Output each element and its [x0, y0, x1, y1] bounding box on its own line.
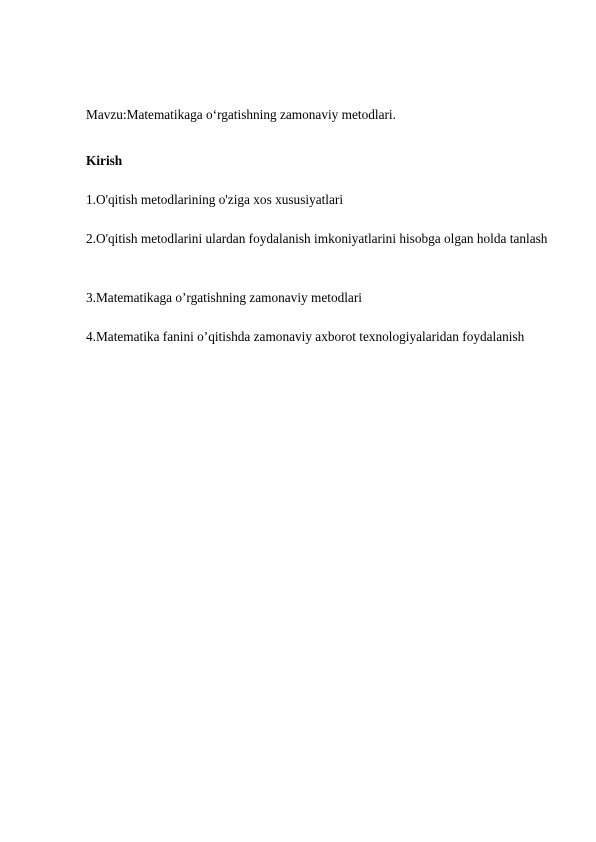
section-heading: Kirish — [86, 153, 123, 168]
page-title: Mavzu:Matematikaga o‘rgatishning zamonaviy metodlari. — [86, 107, 396, 122]
list-item: 2.O'qitish metodlarini ulardan foydalanish imkoniyatlarini hisobga olgan holda tanlash — [86, 231, 548, 246]
list-item: 3.Matematikaga o’rgatishning zamonaviy metodlari — [86, 290, 362, 305]
list-item: 1.O'qitish metodlarining o'ziga xos xususiyatlari — [86, 192, 344, 207]
list-item: 4.Matematika fanini o’qitishda zamonaviy axborot texnologiyalaridan foydalanish — [86, 329, 525, 344]
